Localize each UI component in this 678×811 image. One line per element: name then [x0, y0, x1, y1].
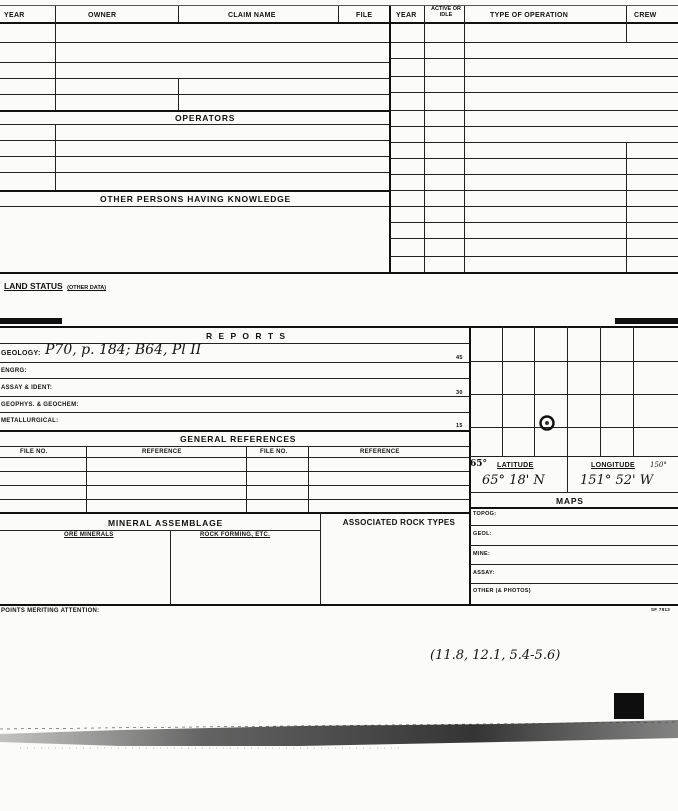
maps-mine: MINE: — [473, 551, 491, 557]
latitude-value: 65° 18' N — [482, 473, 545, 488]
report-metallurgical-label: METALLURGICAL: — [1, 418, 59, 424]
points-meriting-attention: POINTS MERITING ATTENTION: — [1, 608, 100, 614]
gr-col-ref-1: REFERENCE — [142, 449, 182, 455]
report-geophys-label: GEOPHYS. & GEOCHEM: — [1, 402, 79, 408]
gr-col-file-1: FILE NO. — [20, 449, 48, 455]
operators-label: OPERATORS — [175, 113, 236, 123]
land-status — [4, 276, 106, 294]
maps-assay: ASSAY: — [473, 570, 495, 576]
latitude-label: LATITUDE — [497, 462, 534, 469]
land-status-label: LAND STATUS — [4, 281, 63, 291]
land-status-sub: (OTHER DATA) — [67, 285, 107, 291]
header-owner: OWNER — [88, 12, 117, 19]
location-marker-icon — [538, 414, 556, 432]
gr-col-ref-2: REFERENCE — [360, 449, 400, 455]
ma-col-ore: ORE MINERALS — [64, 532, 114, 538]
maps-geol: GEOL: — [473, 531, 492, 537]
longitude-value: 151° 52' W — [580, 473, 654, 488]
gr-col-file-2: FILE NO. — [260, 449, 288, 455]
general-references-title: GENERAL REFERENCES — [180, 434, 297, 444]
associated-rock-types: ASSOCIATED ROCK TYPES — [342, 518, 456, 527]
header-year-2: YEAR — [396, 12, 417, 19]
report-geology-value: P70, p. 184; B64, Pl II — [45, 342, 202, 358]
form-number: SF 7913 — [651, 607, 671, 612]
maps-title: MAPS — [556, 496, 584, 506]
handwritten-note: (11.8, 12.1, 5.4-5.6) — [430, 648, 561, 663]
report-engrg-label: ENGRG: — [1, 368, 27, 374]
other-persons-label: OTHER PERSONS HAVING KNOWLEDGE — [100, 194, 292, 204]
lat-prefix: 65° — [470, 459, 488, 469]
report-geology-label: GEOLOGY: — [1, 350, 41, 357]
header-file: FILE — [356, 12, 373, 19]
header-crew: CREW — [634, 12, 657, 19]
maps-other: OTHER (& PHOTOS) — [473, 588, 531, 594]
scan-noise-band — [0, 712, 678, 752]
report-metallurgical-code: 15 — [456, 423, 463, 429]
report-assay-code: 30 — [456, 390, 463, 396]
report-geology-code: 45 — [456, 355, 463, 361]
mineral-assemblage-title: MINERAL ASSEMBLAGE — [108, 518, 223, 528]
maps-topog: TOPOG: — [473, 511, 497, 517]
report-assay-label: ASSAY & IDENT: — [1, 385, 53, 391]
header-year: YEAR — [4, 12, 25, 19]
reports-title: R E P O R T S — [206, 331, 288, 341]
header-active-or-idle: ACTIVE OR IDLE — [431, 6, 461, 18]
lon-suffix: 150° — [650, 461, 667, 469]
header-claim-name: CLAIM NAME — [228, 12, 276, 19]
header-type-of-operation: TYPE OF OPERATION — [490, 12, 569, 19]
ma-col-rock: ROCK FORMING, ETC. — [200, 532, 271, 538]
longitude-label: LONGITUDE — [591, 462, 635, 469]
